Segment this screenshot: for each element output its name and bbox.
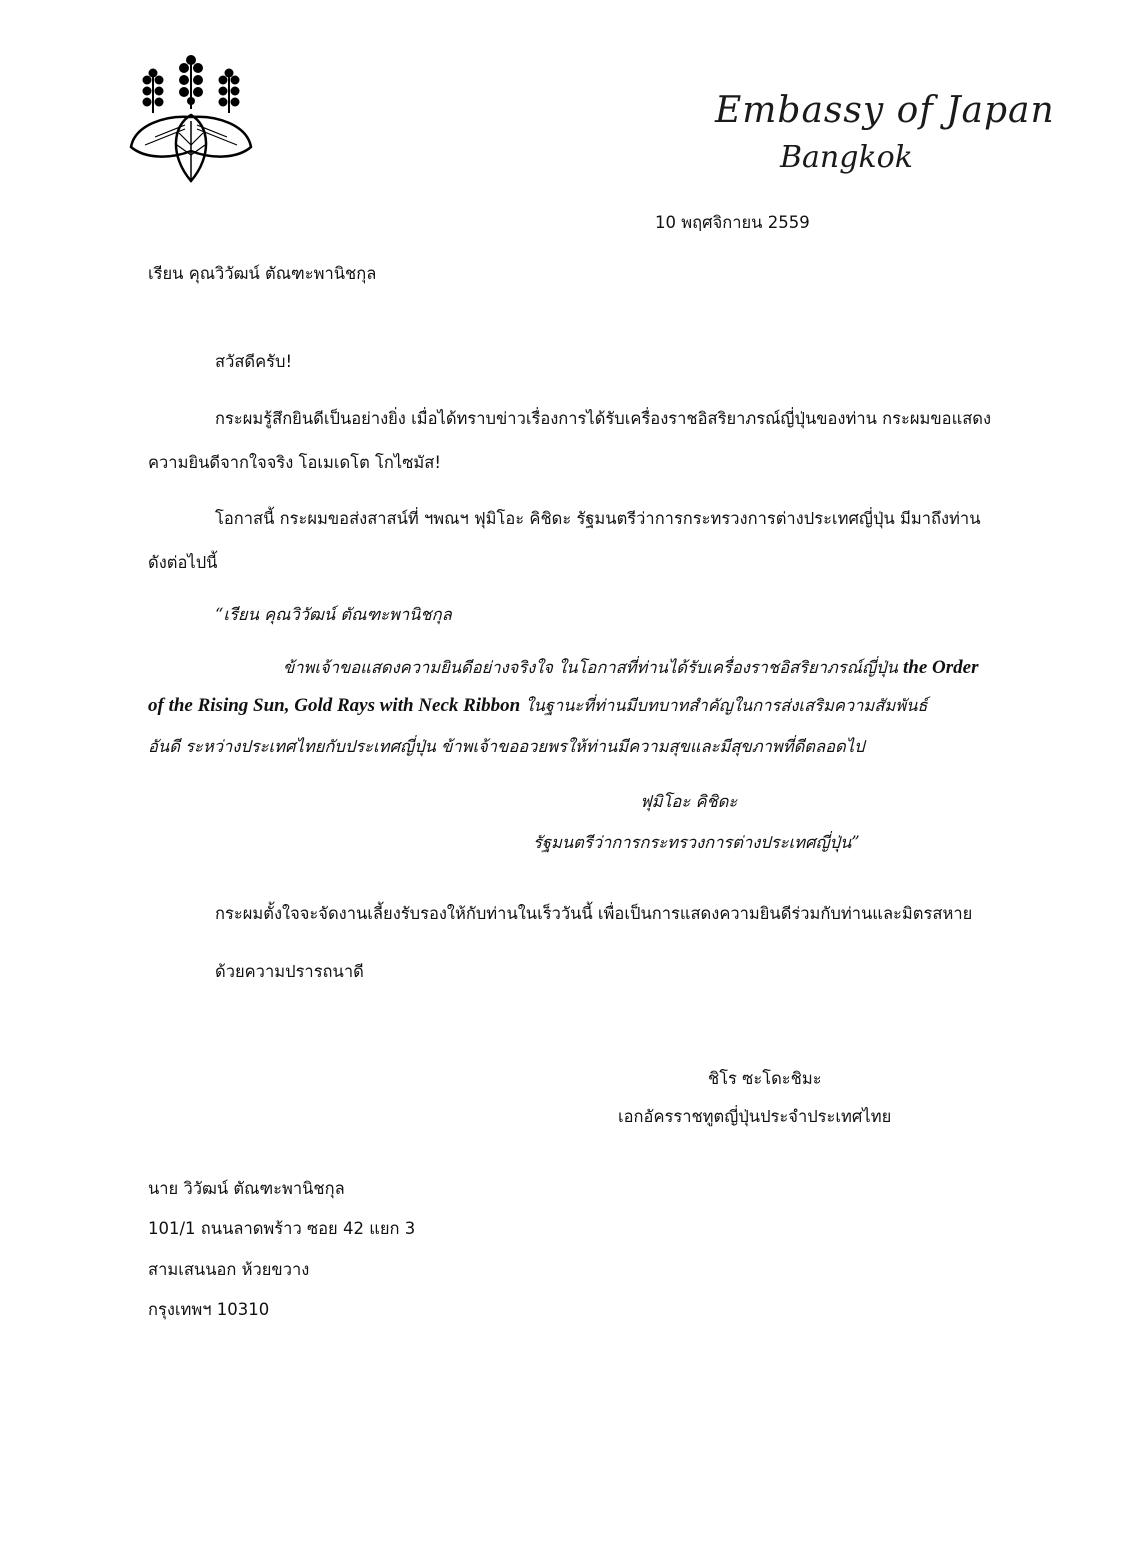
paragraph-1-line-2: ความยินดีจากใจจริง โอเมเดโต โกไซมัส! [148, 453, 441, 472]
quote-body-line-3: อันดี ระหว่างประเทศไทยกับประเทศญี่ปุ่น ข้าพเจ้าขออวยพรให้ท่านมีความสุขและมีสุขภาพที่ดีตลอดไป [148, 737, 865, 756]
letter-closing: ด้วยความปรารถนาดี [215, 962, 364, 981]
quote-body-line-2-thai: ในฐานะที่ท่านมีบทบาทสำคัญในการส่งเสริมความสัมพันธ์ [525, 696, 928, 715]
quote-body-line-1-thai: ข้าพเจ้าขอแสดงความยินดีอย่างจริงใจ ในโอกาสที่ท่านได้รับเครื่องราชอิสริยาภรณ์ญี่ปุ่น [283, 658, 898, 677]
quote-order-name-part-1: the Order [903, 657, 979, 678]
paragraph-2-line-1: โอกาสนี้ กระผมขอส่งสาสน์ที่ ฯพณฯ ฟุมิโอะ คิชิดะ รัฐมนตรีว่าการกระทรวงการต่างประเทศญี่ปุ่น มีมาถึงท่าน [215, 509, 981, 528]
center-flower-stalk [179, 55, 203, 109]
address-line-1: นาย วิวัฒน์ ตัณฑะพานิชกุล [148, 1179, 345, 1198]
quote-salutation: “เรียน คุณวิวัฒน์ ตัณฑะพานิชกุล [215, 605, 452, 624]
address-line-3: สามเสนนอก ห้วยขวาง [148, 1260, 310, 1279]
quote-signer-title: รัฐมนตรีว่าการกระทรวงการต่างประเทศญี่ปุ่น” [533, 833, 860, 852]
letter-date: 10 พฤศจิกายน 2559 [655, 213, 810, 232]
quote-signer-name: ฟุมิโอะ คิชิดะ [640, 792, 738, 811]
left-flower-stalk [143, 69, 164, 114]
quote-order-name-part-2: of the Rising Sun, Gold Rays with Neck Ribbon [148, 695, 521, 716]
paulownia-leaves [131, 115, 251, 181]
embassy-letterhead [700, 90, 1055, 190]
ambassador-name: ชิโร ซะโดะชิมะ [708, 1069, 822, 1088]
paragraph-1-line-1: กระผมรู้สึกยินดีเป็นอย่างยิ่ง เมื่อได้ทราบข่าวเรื่องการได้รับเครื่องราชอิสริยาภรณ์ญี่ปุ่นของท่าน กระผมขอแสดง [215, 409, 992, 428]
address-line-2: 101/1 ถนนลาดพร้าว ซอย 42 แยก 3 [148, 1219, 416, 1238]
letterhead-title: Embassy of Japan [715, 90, 1055, 131]
letterhead-city: Bangkok [780, 140, 913, 175]
letter-salutation: เรียน คุณวิวัฒน์ ตัณฑะพานิชกุล [148, 264, 377, 283]
ambassador-title: เอกอัครราชทูตญี่ปุ่นประจำประเทศไทย [618, 1107, 892, 1126]
address-line-4: กรุงเทพฯ 10310 [148, 1300, 270, 1319]
letter-greeting: สวัสดีครับ! [215, 352, 293, 371]
quote-body-line-1 [283, 657, 979, 679]
quote-body-line-2 [148, 695, 927, 717]
paragraph-2-line-2: ดังต่อไปนี้ [148, 553, 218, 572]
right-flower-stalk [219, 69, 240, 114]
paulownia-crest-logo [125, 55, 257, 185]
paragraph-3: กระผมตั้งใจจะจัดงานเลี้ยงรับรองให้กับท่านในเร็ววันนี้ เพื่อเป็นการแสดงความยินดีร่วมกับท่านและมิตรสหาย [215, 904, 973, 923]
